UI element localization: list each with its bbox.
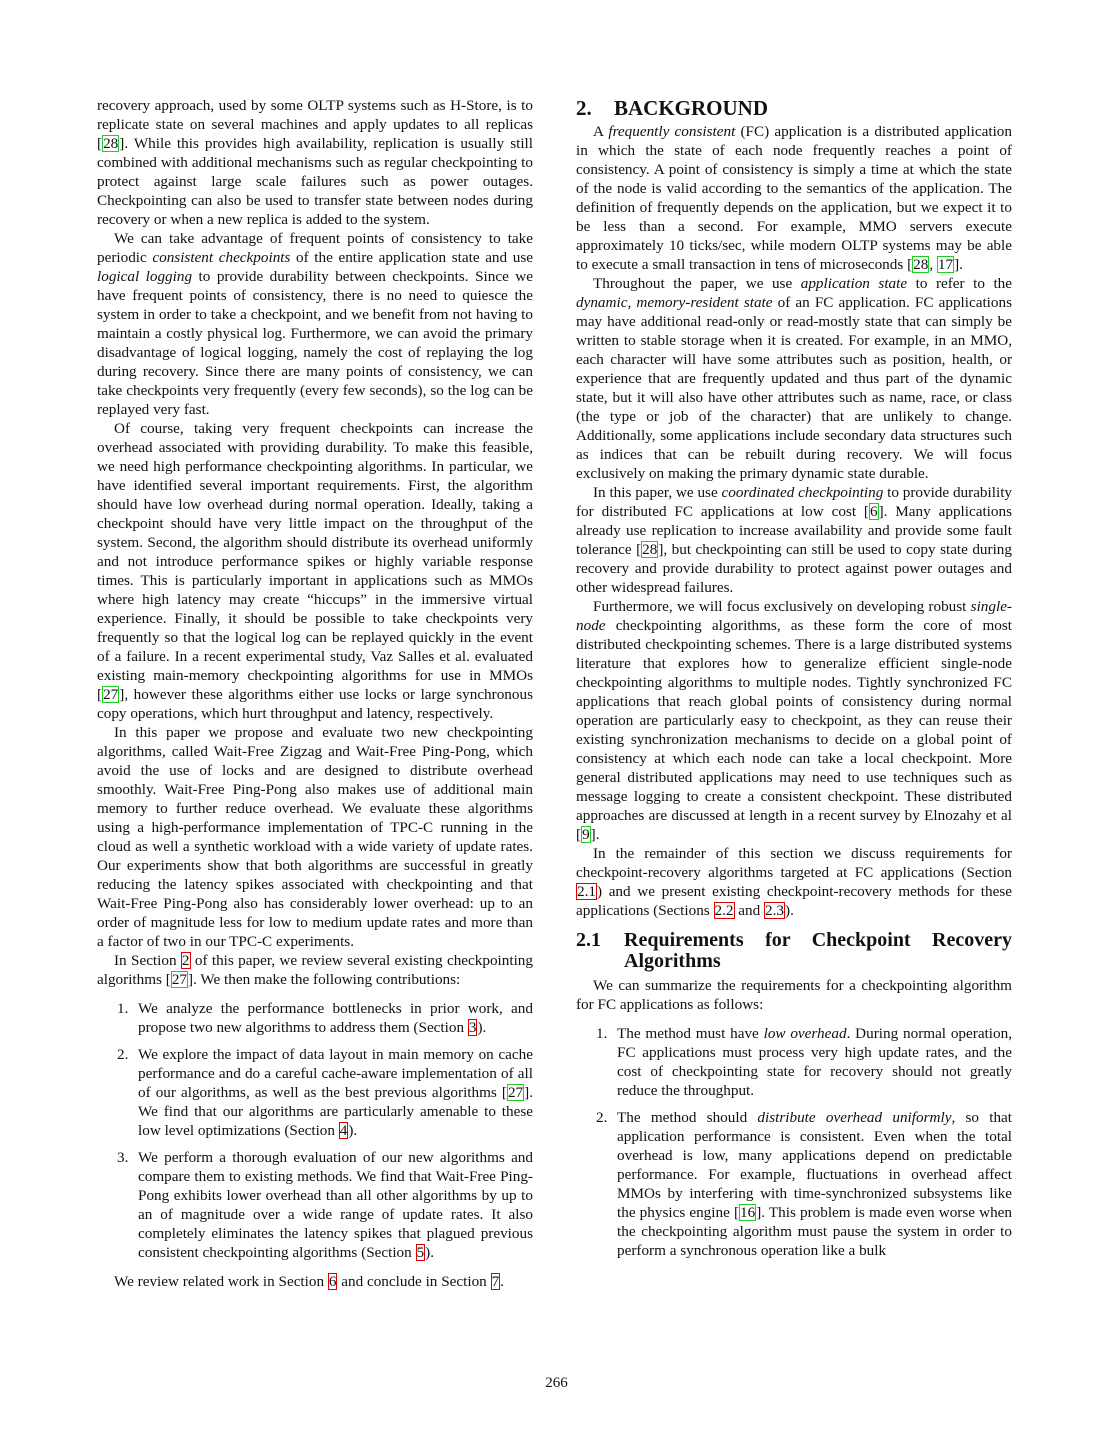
section-link[interactable]: 6: [328, 1273, 337, 1290]
paragraph: In this paper, we use coordinated checkpointing to provide durability for distributed FC applications at low cost [6]. Many applications already use replication to increase availability and provide some fault tolerance [28], but checkpointing can still be used to copy state during recovery and provide durability to protect against power outages and other widespread failures.: [576, 484, 1013, 596]
right-column: [576, 96, 1012, 1270]
contributions-list: [97, 999, 533, 1262]
paragraph: A frequently consistent (FC) application is a distributed application in which the state of each node frequently reaches a point of consistency. A point of consistency is simply a time at which the state of the node is valid according to the semantics of the application. The definition of frequently depends on the application, but we expect it to be less than a second. For example, MMO servers execute approximately 10 ticks/sec, while modern OLTP systems may be able to execute a small transaction in tens of microseconds [28, 17].: [576, 123, 1012, 273]
page-number: 266: [545, 1375, 568, 1391]
paragraph: Throughout the paper, we use application state to refer to the dynamic, memory-resident state of an FC application. FC applications may have additional read-only or read-mostly state that can simply be written to stable storage when it is created. For example, in an MMO, each character will have some attributes such as position, health, or experience that are frequently updated and thus part of the dynamic state, but it will also have other attributes such as name, race, or class (the type or job of the character) that are unlikely to change. Additionally, some applications include secondary data structures such as indices that can be rebuilt during recovery. We will focus exclusively on making the primary dynamic state durable.: [576, 275, 1013, 482]
section-link[interactable]: 2.1: [577, 883, 596, 900]
paragraph: We can summarize the requirements for a checkpointing algorithm for FC applications as follows:: [576, 977, 1012, 1013]
list-item: 2. The method should distribute overhead uniformly, so that application performance is consistent. Even when the total overhead is low, many applications depend on predictable performance. For example, fluctuations in overhead affect MMOs by interfering with time-synchronized subsystems like the physics engine [16]. This problem is made even worse when the checkpointing algorithm must pause the system in order to perform a synchronous operation like a bulk: [596, 1109, 1013, 1259]
list-item: 1. The method must have low overhead. During normal operation, FC applications must process very high update rates, and the cost of checkpointing state for recovery should not greatly reduce the throughput.: [596, 1025, 1012, 1099]
paragraph: Furthermore, we will focus exclusively on developing robust single-node checkpointing algorithms, as these form the core of most distributed checkpointing schemes. There is a large distributed systems literature that explores how to generalize efficient single-node checkpointing algorithms to multiple nodes. Tightly synchronized FC applications that reach global points of consistency during normal operation are particularly easy to checkpoint, as they can reuse their existing synchronization mechanisms to decide on a global point of consistency at which each node can take a local checkpoint. More general distributed applications may need to use techniques such as message logging to create a consistent checkpoint. These distributed approaches are discussed at length in a recent survey by Elnozahy et al [9].: [576, 598, 1012, 843]
citation-link[interactable]: 9: [582, 826, 590, 843]
citation-link[interactable]: 28: [913, 256, 929, 273]
citation-link[interactable]: 16: [740, 1204, 756, 1221]
paragraph: In the remainder of this section we discuss requirements for checkpoint-recovery algorithms targeted at FC applications (Section 2.1) and we present existing checkpoint-recovery methods for these applications (Sections 2.2 and 2.3).: [576, 845, 1012, 919]
citation-link[interactable]: 28: [103, 135, 119, 152]
requirements-list: [576, 1024, 1012, 1260]
paragraph: We can take advantage of frequent points of consistency to take periodic consistent checkpoints of the entire application state and use logical logging to provide durability between checkpoints. Since we have frequent points of consistency, there is no need to quiesce the system in order to take a checkpoint, and we benefit from not having to maintain a costly physical log. Furthermore, we can avoid the primary disadvantage of logical logging, namely the cost of replaying the log during recovery. Since there are many points of consistency, we can take checkpoints very frequently (every few seconds), so the log can be replayed very fast.: [97, 230, 533, 418]
paragraph: In this paper we propose and evaluate two new checkpointing algorithms, called Wait-Free Zigzag and Wait-Free Ping-Pong, which avoid the use of locks and are designed to distribute overhead smoothly. Wait-Free Ping-Pong also makes use of additional main memory to further reduce overhead. We evaluate these algorithms using a high-performance implementation of TPC-C running in the cloud as well a synthetic workload with a wide variety of update rates. Our experiments show that both algorithms are successful in greatly reducing the latency spikes associated with checkpointing and that Wait-Free Ping-Pong also has considerably lower overhead: up to an order of magnitude less for low to medium update rates and more than a factor of two in our TPC-C experiments.: [97, 724, 533, 950]
paragraph: Of course, taking very frequent checkpoints can increase the overhead associated with providing durability. To make this feasible, we need high performance checkpointing algorithms. In particular, we have identified several important requirements. First, the algorithm should have low overhead during normal operation. Ideally, taking a checkpoint should have very little impact on the throughput of the system. Second, the algorithm should distribute its overhead uniformly and not introduce performance spikes or highly variable response times. This is particularly important in applications such as MMOs where high latency may create “hiccups” in the immersive virtual experience. Finally, it should be possible to take checkpoints very frequently so that the logical log can be replayed quickly in the event of a failure. In a recent experimental study, Vaz Salles et al. evaluated existing main-memory checkpointing algorithms for use in MMOs [27], however these algorithms either use locks or large synchronous copy operations, which hurt throughput and latency, respectively.: [97, 420, 533, 722]
citation-link[interactable]: 27: [507, 1084, 524, 1101]
section-heading: 2. BACKGROUND: [576, 96, 769, 120]
list-item: 1. We analyze the performance bottlenecks in prior work, and propose two new algorithms to address them (Section 3).: [117, 1000, 533, 1036]
citation-link[interactable]: 27: [171, 971, 188, 988]
list-item: 2. We explore the impact of data layout in main memory on cache performance and do a careful cache-aware implementation of all of our algorithms, as well as the best previous algorithms [27]. We find that our algorithms are particularly amenable to these low level optimizations (Section 4).: [117, 1046, 533, 1139]
paragraph: We review related work in Section 6 and conclude in Section 7.: [114, 1273, 504, 1290]
paragraph: recovery approach, used by some OLTP systems such as H-Store, is to replicate state on several machines and apply updates to all replicas [28]. While this provides high availability, replication is usually still combined with additional mechanisms such as regular checkpointing to protect against large scale failures such as power outages. Checkpointing can also be used to transfer state between nodes during recovery or when a new replica is added to the system.: [97, 97, 533, 228]
citation-link[interactable]: 17: [937, 256, 954, 273]
section-link[interactable]: 7: [491, 1273, 500, 1290]
section-link[interactable]: 5: [416, 1244, 425, 1261]
subsection-heading: 2.1 Requirements for Checkpoint Recovery Algorithms: [576, 929, 1012, 972]
left-column: [97, 96, 533, 1291]
section-link[interactable]: 3: [468, 1019, 477, 1036]
section-link[interactable]: 2.3: [765, 902, 785, 919]
citation-link[interactable]: 6: [869, 503, 878, 520]
citation-link[interactable]: 27: [103, 686, 119, 703]
citation-link[interactable]: 28: [642, 541, 658, 558]
list-item: 3. We perform a thorough evaluation of our new algorithms and compare them to existing methods. We find that Wait-Free Ping-Pong exhibits lower overhead than all other algorithms by up to an of magnitude over a wide range of update rates. It also completely eliminates the latency spikes that plagued previous consistent checkpointing algorithms (Section 5).: [117, 1149, 533, 1261]
section-link[interactable]: 2: [181, 952, 190, 969]
section-link[interactable]: 4: [339, 1122, 348, 1139]
paragraph: In Section 2 of this paper, we review several existing checkpointing algorithms [27]. We then make the following contributions:: [97, 952, 533, 988]
section-link[interactable]: 2.2: [714, 902, 734, 919]
